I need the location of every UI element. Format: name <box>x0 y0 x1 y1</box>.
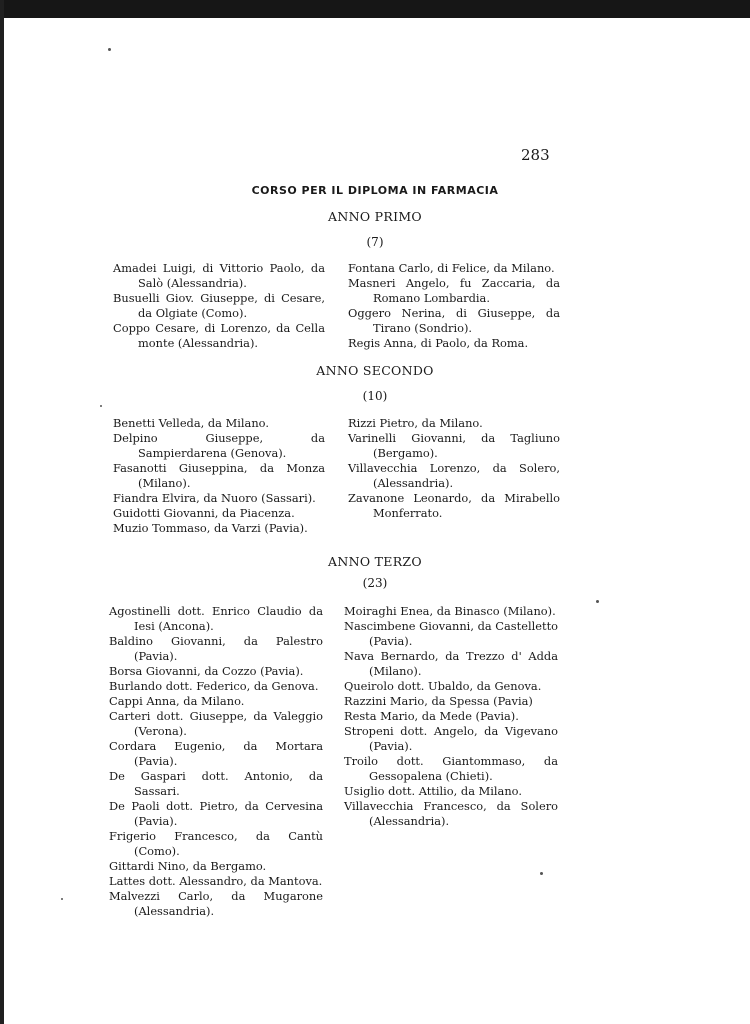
student-entry: Coppo Cesare, di Lorenzo, da Cella monte (Alessandria). <box>113 321 325 350</box>
student-entry: De Gaspari dott. Antonio, da Sassari. <box>109 769 323 798</box>
student-entry: Agostinelli dott. Enrico Claudio da Iesi (Ancona). <box>109 604 323 633</box>
student-entry: Troilo dott. Giantommaso, da Gessopalena (Chieti). <box>344 754 558 783</box>
anno-primo-left-column <box>113 261 325 351</box>
student-entry: Resta Mario, da Mede (Pavia). <box>344 709 519 723</box>
page-number: 283 <box>521 146 550 164</box>
student-entry: Moiraghi Enea, da Binasco (Milano). <box>344 604 556 618</box>
student-entry: Rizzi Pietro, da Milano. <box>348 416 483 430</box>
anno-secondo-right-column <box>348 416 560 521</box>
student-entry: Usiglio dott. Attilio, da Milano. <box>344 784 522 798</box>
student-entry: Queirolo dott. Ubaldo, da Genova. <box>344 679 542 693</box>
anno-secondo-left-column <box>113 416 325 536</box>
student-entry: Cappi Anna, da Milano. <box>109 694 245 708</box>
section-title-anno-terzo: ANNO TERZO <box>328 554 422 569</box>
student-entry: Razzini Mario, da Spessa (Pavia) <box>344 694 533 708</box>
scan-speck <box>108 48 111 51</box>
student-entry: Carteri dott. Giuseppe, da Valeggio (Verona). <box>109 709 323 738</box>
section-count-anno-primo: (7) <box>366 235 384 249</box>
student-entry: Frigerio Francesco, da Cantù (Como). <box>109 829 323 858</box>
scan-speck <box>61 898 63 900</box>
scan-speck <box>540 872 543 875</box>
student-entry: Fasanotti Giuseppina, da Monza (Milano). <box>113 461 325 490</box>
student-entry: Varinelli Giovanni, da Tagliuno (Bergamo). <box>348 431 560 460</box>
scan-top-edge <box>0 0 750 18</box>
student-entry: Zavanone Leonardo, da Mirabello Monferrato. <box>348 491 560 520</box>
student-entry: Malvezzi Carlo, da Mugarone (Alessandria). <box>109 889 323 918</box>
anno-primo-right-column <box>348 261 560 351</box>
student-entry: Oggero Nerina, di Giuseppe, da Tirano (Sondrio). <box>348 306 560 335</box>
student-entry: Burlando dott. Federico, da Genova. <box>109 679 319 693</box>
scan-speck <box>100 405 102 407</box>
section-title-anno-secondo: ANNO SECONDO <box>316 363 434 378</box>
page-heading: CORSO PER IL DIPLOMA IN FARMACIA <box>251 184 499 197</box>
student-entry: De Paoli dott. Pietro, da Cervesina (Pavia). <box>109 799 323 828</box>
student-entry: Stropeni dott. Angelo, da Vigevano (Pavia). <box>344 724 558 753</box>
student-entry: Benetti Velleda, da Milano. <box>113 416 269 430</box>
student-entry: Delpino Giuseppe, da Sampierdarena (Genova). <box>113 431 325 460</box>
student-entry: Regis Anna, di Paolo, da Roma. <box>348 336 529 350</box>
student-entry: Villavecchia Lorenzo, da Solero, (Alessandria). <box>348 461 560 490</box>
anno-terzo-right-column <box>344 604 558 829</box>
student-entry: Fiandra Elvira, da Nuoro (Sassari). <box>113 491 316 505</box>
section-title-anno-primo: ANNO PRIMO <box>328 209 422 224</box>
student-entry: Nascimbene Giovanni, da Castelletto (Pavia). <box>344 619 558 648</box>
student-entry: Villavecchia Francesco, da Solero (Alessandria). <box>344 799 558 828</box>
scan-speck <box>596 600 599 603</box>
student-entry: Lattes dott. Alessandro, da Mantova. <box>109 874 323 888</box>
student-entry: Fontana Carlo, di Felice, da Milano. <box>348 261 555 275</box>
anno-terzo-left-column <box>109 604 323 919</box>
student-entry: Borsa Giovanni, da Cozzo (Pavia). <box>109 664 304 678</box>
student-entry: Masneri Angelo, fu Zaccaria, da Romano Lombardia. <box>348 276 560 305</box>
scan-left-edge <box>0 0 4 1024</box>
student-entry: Cordara Eugenio, da Mortara (Pavia). <box>109 739 323 768</box>
student-entry: Muzio Tommaso, da Varzi (Pavia). <box>113 521 308 535</box>
student-entry: Nava Bernardo, da Trezzo d' Adda (Milano). <box>344 649 558 678</box>
student-entry: Gittardi Nino, da Bergamo. <box>109 859 267 873</box>
student-entry: Amadei Luigi, di Vittorio Paolo, da Salò (Alessandria). <box>113 261 325 290</box>
section-count-anno-terzo: (23) <box>362 576 388 590</box>
student-entry: Baldino Giovanni, da Palestro (Pavia). <box>109 634 323 663</box>
student-entry: Guidotti Giovanni, da Piacenza. <box>113 506 295 520</box>
section-count-anno-secondo: (10) <box>362 389 388 403</box>
student-entry: Busuelli Giov. Giuseppe, di Cesare, da Olgiate (Como). <box>113 291 325 320</box>
